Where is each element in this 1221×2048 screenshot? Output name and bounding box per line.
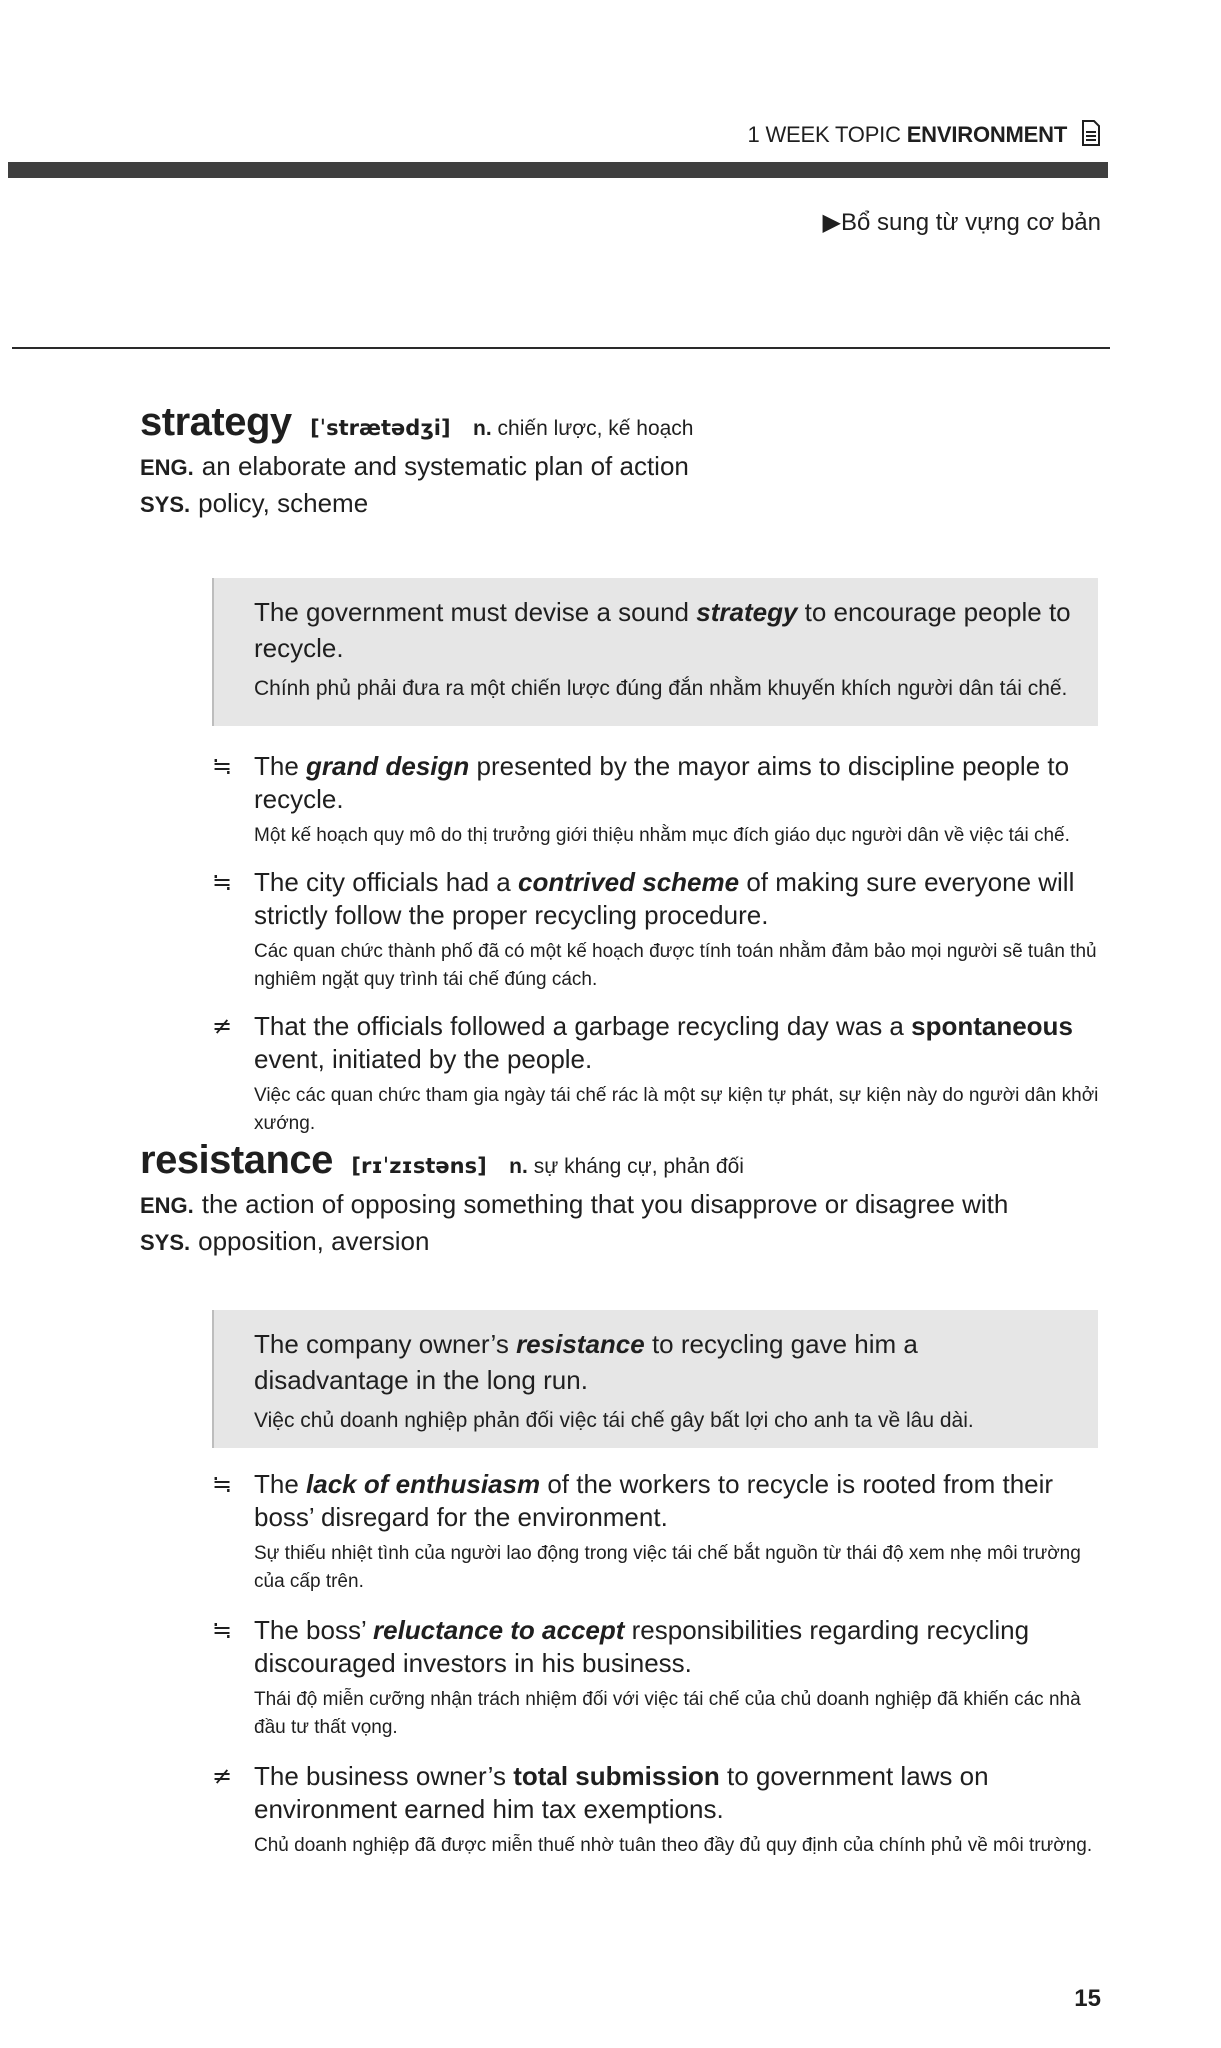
related-sentence bbox=[212, 1468, 1112, 1596]
related-sentence bbox=[212, 1760, 1112, 1860]
related-sentence bbox=[212, 866, 1112, 994]
synonyms: opposition, aversion bbox=[198, 1226, 430, 1256]
not-equal-icon: ≠ bbox=[212, 1762, 233, 1790]
approx-equal-icon: ≒ bbox=[212, 1470, 233, 1498]
headword: resistance bbox=[140, 1138, 333, 1182]
example-english: The government must devise a sound strategy to encourage people to recycle. bbox=[254, 597, 1071, 663]
not-equal-icon: ≠ bbox=[212, 1012, 233, 1040]
synonyms: policy, scheme bbox=[198, 488, 369, 518]
example-box bbox=[212, 578, 1098, 726]
example-vietnamese: Việc chủ doanh nghiệp phản đối việc tái chế gây bất lợi cho anh ta về lâu dài. bbox=[254, 1409, 974, 1432]
example-box bbox=[212, 1310, 1098, 1448]
entry-resistance bbox=[140, 1138, 1090, 1257]
example-english: The company owner’s resistance to recycling gave him a disadvantage in the long run. bbox=[254, 1329, 918, 1395]
related-vietnamese: Thái độ miễn cưỡng nhận trách nhiệm đối với việc tái chế của chủ doanh nghiệp đã khiến các nhà đầu tư thất vọng. bbox=[254, 1689, 1081, 1738]
related-english: The grand design presented by the mayor aims to discipline people to recycle. bbox=[254, 751, 1070, 814]
related-vietnamese: Sự thiếu nhiệt tình của người lao động trong việc tái chế bắt nguồn từ thái độ xem nhẹ môi trường của cấp trên. bbox=[254, 1543, 1081, 1592]
related-vietnamese: Việc các quan chức tham gia ngày tái chế rác là một sự kiện tự phát, sự kiện này do người dân khởi xướng. bbox=[254, 1085, 1099, 1134]
section-divider bbox=[12, 347, 1110, 349]
headword: strategy bbox=[140, 400, 292, 444]
approx-equal-icon: ≒ bbox=[212, 752, 233, 780]
related-english: The business owner’s total submission to government laws on environment earned him tax exemptions. bbox=[254, 1761, 989, 1824]
pronunciation: [ˈstrætədʒi] bbox=[310, 416, 451, 440]
related-english: The city officials had a contrived scheme of making sure everyone will strictly follow the proper recycling procedure. bbox=[254, 867, 1075, 930]
related-english: That the officials followed a garbage recycling day was a spontaneous event, initiated by the people. bbox=[254, 1011, 1073, 1074]
related-vietnamese: Các quan chức thành phố đã có một kế hoạch được tính toán nhằm đảm bảo mọi người sẽ tuân thủ nghiêm ngặt quy trình tái chế đúng cách. bbox=[254, 941, 1097, 990]
sys-label: SYS. bbox=[140, 492, 191, 517]
part-of-speech: n. bbox=[473, 417, 492, 440]
approx-equal-icon: ≒ bbox=[212, 868, 233, 896]
header-prefix: 1 WEEK TOPIC bbox=[747, 122, 901, 147]
eng-definition: the action of opposing something that you disapprove or disagree with bbox=[201, 1189, 1009, 1219]
page-number: 15 bbox=[1074, 1985, 1101, 2012]
meaning: sự kháng cự, phản đối bbox=[533, 1155, 744, 1178]
running-header bbox=[748, 120, 1102, 152]
related-vietnamese: Một kế hoạch quy mô do thị trưởng giới thiệu nhằm mục đích giáo dục người dân về việc tái chế. bbox=[254, 825, 1070, 846]
header-topic: ENVIRONMENT bbox=[906, 122, 1068, 147]
sys-label: SYS. bbox=[140, 1230, 191, 1255]
related-sentence bbox=[212, 750, 1112, 850]
section-subtitle: ▶Bổ sung từ vựng cơ bản bbox=[822, 209, 1101, 236]
entry-strategy bbox=[140, 400, 1090, 519]
eng-label: ENG. bbox=[140, 455, 194, 480]
related-english: The boss’ reluctance to accept responsibilities regarding recycling discouraged investors in his business. bbox=[254, 1615, 1030, 1678]
approx-equal-icon: ≒ bbox=[212, 1616, 233, 1644]
related-vietnamese: Chủ doanh nghiệp đã được miễn thuế nhờ tuân theo đầy đủ quy định của chính phủ về môi trường. bbox=[254, 1835, 1093, 1856]
eng-definition: an elaborate and systematic plan of action bbox=[201, 451, 689, 481]
document-icon bbox=[1081, 120, 1101, 152]
header-bar bbox=[8, 162, 1108, 178]
pronunciation: [rɪˈzɪstəns] bbox=[351, 1154, 487, 1178]
meaning: chiến lược, kế hoạch bbox=[497, 417, 694, 440]
part-of-speech: n. bbox=[509, 1155, 528, 1178]
example-vietnamese: Chính phủ phải đưa ra một chiến lược đúng đắn nhằm khuyến khích người dân tái chế. bbox=[254, 677, 1068, 700]
related-sentence bbox=[212, 1010, 1112, 1138]
related-english: The lack of enthusiasm of the workers to recycle is rooted from their boss’ disregard for the environment. bbox=[254, 1469, 1054, 1532]
related-sentence bbox=[212, 1614, 1112, 1742]
eng-label: ENG. bbox=[140, 1193, 194, 1218]
